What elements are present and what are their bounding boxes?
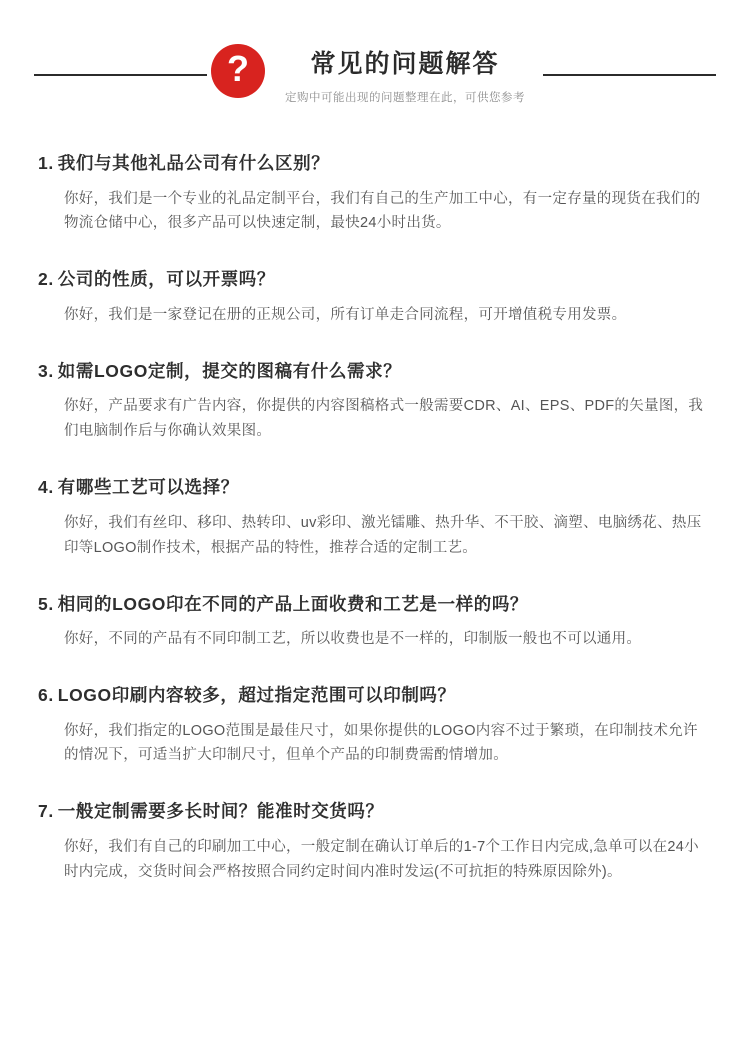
faq-answer: 你好，我们有自己的印刷加工中心，一般定制在确认订单后的1-7个工作日内完成,急单可以在24小时内完成，交货时间会严格按照合同约定时间内准时发运(不可抗拒的特殊原因除外)。 bbox=[64, 838, 699, 880]
question-mark-icon bbox=[211, 44, 265, 98]
faq-question bbox=[38, 151, 712, 176]
faq-number: 7. bbox=[38, 801, 54, 822]
faq-question bbox=[38, 799, 712, 824]
faq-question-text: 公司的性质，可以开票吗？ bbox=[57, 269, 275, 290]
faq-item bbox=[38, 151, 712, 236]
faq-question-text: LOGO印刷内容较多，超过指定范围可以印制吗？ bbox=[57, 685, 456, 705]
faq-list bbox=[0, 105, 750, 925]
faq-question-text: 如需LOGO定制，提交的图稿有什么需求？ bbox=[57, 360, 402, 381]
faq-question bbox=[38, 592, 712, 617]
faq-question-text: 我们与其他礼品公司有什么区别？ bbox=[57, 153, 330, 173]
faq-question-text: 一般定制需要多长时间？能准时交货吗？ bbox=[57, 801, 384, 822]
header-titleblock bbox=[265, 44, 543, 105]
faq-question bbox=[38, 683, 712, 708]
faq-item bbox=[38, 592, 712, 652]
faq-answer: 你好，我们有丝印、移印、热转印、uv彩印、激光镭雕、热升华、不干胶、滴塑、电脑绣花、热压印等LOGO制作技术，根据产品的特性，推荐合适的定制工艺。 bbox=[64, 514, 702, 556]
faq-question-text: 相同的LOGO印在不同的产品上面收费和工艺是一样的吗？ bbox=[57, 593, 529, 614]
page-title: 常见的问题解答 bbox=[310, 50, 500, 78]
faq-question bbox=[38, 267, 712, 292]
faq-number: 1. bbox=[38, 153, 54, 173]
faq-item bbox=[38, 799, 712, 884]
faq-number: 5. bbox=[38, 593, 54, 614]
header-rule-left bbox=[34, 74, 207, 76]
faq-answer: 你好，不同的产品有不同印制工艺，所以收费也是不一样的，印制版一般也不可以通用。 bbox=[64, 631, 642, 648]
faq-question bbox=[38, 359, 712, 384]
faq-number: 6. bbox=[38, 685, 54, 705]
faq-question-text: 有哪些工艺可以选择？ bbox=[57, 477, 239, 498]
faq-item bbox=[38, 683, 712, 768]
question-mark-glyph: ? bbox=[227, 47, 249, 89]
faq-number: 3. bbox=[38, 360, 54, 381]
page-subtitle: 定购中可能出现的问题整理在此，可供您参考 bbox=[285, 92, 525, 104]
faq-answer: 你好，我们是一家登记在册的正规公司，所有订单走合同流程，可开增值税专用发票。 bbox=[64, 306, 627, 323]
faq-answer: 你好，我们是一个专业的礼品定制平台，我们有自己的生产加工中心，有一定存量的现货在我们的物流仓储中心，很多产品可以快速定制，最快24小时出货。 bbox=[64, 190, 701, 232]
faq-item bbox=[38, 267, 712, 327]
faq-item bbox=[38, 475, 712, 560]
faq-answer: 你好，我们指定的LOGO范围是最佳尺寸，如果你提供的LOGO内容不过于繁琐，在印制技术允许的情况下，可适当扩大印制尺寸，但单个产品的印制费需酌情增加。 bbox=[64, 722, 698, 764]
faq-item bbox=[38, 359, 712, 444]
faq-number: 2. bbox=[38, 269, 54, 290]
faq-question bbox=[38, 475, 712, 500]
faq-answer: 你好，产品要求有广告内容，你提供的内容图稿格式一般需要CDR、AI、EPS、PDF的矢量图，我们电脑制作后与你确认效果图。 bbox=[64, 398, 704, 440]
page-header bbox=[0, 0, 750, 105]
header-rule-right bbox=[543, 74, 716, 76]
faq-number: 4. bbox=[38, 477, 54, 498]
